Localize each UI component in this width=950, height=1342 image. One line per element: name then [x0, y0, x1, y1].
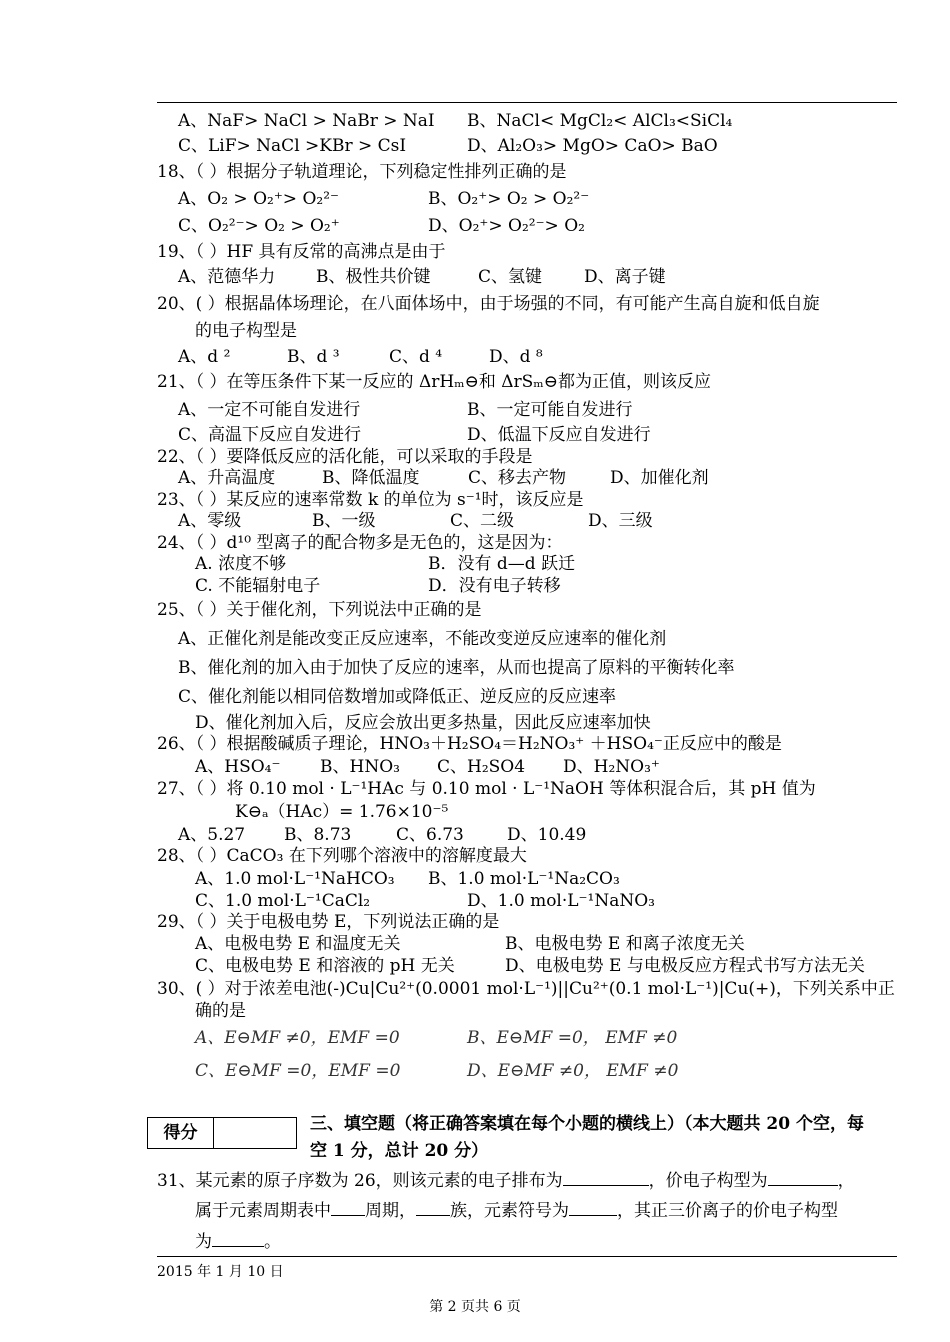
- q23-option-a: A、零级: [178, 511, 242, 531]
- q26-option-d: D、H₂NO₃⁺: [563, 757, 660, 777]
- q18-option-c: C、O₂²⁻> O₂ > O₂⁺: [178, 216, 340, 236]
- q21-option-a: A、一定不可能自发进行: [178, 400, 361, 420]
- q20-option-d: D、d ⁸: [489, 347, 543, 367]
- q17-option-b: B、NaCl< MgCl₂< AlCl₃<SiCl₄: [467, 111, 733, 131]
- q25-option-a: A、正催化剂是能改变正反应速率，不能改变逆反应速率的催化剂: [178, 629, 667, 649]
- q27-option-d: D、10.49: [507, 825, 587, 845]
- q31-text-2: ，价电子构型为: [648, 1171, 768, 1191]
- q20-option-b: B、d ³: [287, 347, 340, 367]
- footer-date: 2015 年 1 月 10 日: [157, 1264, 284, 1280]
- q19-option-b: B、极性共价键: [316, 267, 431, 287]
- q29-option-a: A、电极电势 E 和温度无关: [195, 934, 401, 954]
- q31-text-3: ，: [837, 1171, 855, 1191]
- q20-option-c: C、d ⁴: [389, 347, 443, 367]
- q31-text-8: 为: [195, 1232, 212, 1252]
- q21-stem: 21、（ ）在等压条件下某一反应的 ΔrHₘ⊖和 ΔrSₘ⊖都为正值，则该反应: [157, 372, 711, 392]
- q27-option-b: B、8.73: [284, 825, 352, 845]
- q24-option-d: D．没有电子转移: [428, 576, 561, 596]
- q17-option-a: A、NaF> NaCl > NaBr > NaI: [178, 111, 435, 131]
- section3-title: 三、填空题（将正确答案填在每个小题的横线上）（本大题共 20 个空，每: [310, 1114, 864, 1134]
- q30-stem: 30、( ）对于浓差电池(-)Cu|Cu²⁺(0.0001 mol·L⁻¹)||Cu²⁺(0.1 mol·L⁻¹)|Cu(+)，下列关系中正: [157, 979, 895, 999]
- q30-stem-cont: 确的是: [195, 1001, 246, 1021]
- q21-option-c: C、高温下反应自发进行: [178, 425, 362, 445]
- q31-line3: [195, 1230, 281, 1253]
- q18-option-a: A、O₂ > O₂⁺> O₂²⁻: [178, 189, 339, 209]
- q30-option-d: D、E⊖MF ≠0， EMF ≠0: [467, 1061, 679, 1081]
- q30-option-c: C、E⊖MF =0，EMF =0: [195, 1061, 401, 1081]
- q21-option-d: D、低温下反应自发进行: [467, 425, 651, 445]
- q31-text-1: 31、某元素的原子序数为 26，则该元素的电子排布为: [157, 1171, 563, 1191]
- q28-option-d: D、1.0 mol·L⁻¹NaNO₃: [467, 891, 655, 911]
- q18-option-d: D、O₂⁺> O₂²⁻> O₂: [428, 216, 585, 236]
- q19-option-c: C、氢键: [478, 267, 543, 287]
- q28-option-c: C、1.0 mol·L⁻¹CaCl₂: [195, 891, 371, 911]
- q31-blank-electron-config[interactable]: [563, 1169, 649, 1186]
- q23-option-d: D、三级: [588, 511, 653, 531]
- q25-option-b: B、催化剂的加入由于加快了反应的速率，从而也提高了原料的平衡转化率: [178, 658, 735, 678]
- score-box: [147, 1117, 297, 1149]
- q17-option-c: C、LiF> NaCl >KBr > CsI: [178, 136, 407, 156]
- q20-stem-cont: 的电子构型是: [195, 321, 297, 341]
- q28-option-a: A、1.0 mol·L⁻¹NaHCO₃: [195, 869, 395, 889]
- q25-stem: 25、（ ）关于催化剂，下列说法中正确的是: [157, 600, 482, 620]
- q24-option-b: B．没有 d—d 跃迁: [428, 554, 576, 574]
- q26-option-a: A、HSO₄⁻: [195, 757, 281, 777]
- q27-ka: K⊖ₐ（HAc）= 1.76×10⁻⁵: [235, 802, 449, 822]
- q22-option-d: D、加催化剂: [610, 468, 709, 488]
- q23-stem: 23、（ ）某反应的速率常数 k 的单位为 s⁻¹时，该反应是: [157, 490, 584, 510]
- q29-option-d: D、电极电势 E 与电极反应方程式书写方法无关: [505, 956, 865, 976]
- q31-text-4: 属于元素周期表中: [195, 1201, 331, 1221]
- q20-stem: 20、( ）根据晶体场理论，在八面体场中，由于场强的不同，有可能产生高自旋和低自旋: [157, 294, 820, 314]
- q19-stem: 19、（ ）HF 具有反常的高沸点是由于: [157, 242, 446, 262]
- q26-option-c: C、H₂SO4: [437, 757, 526, 777]
- q31-blank-ion-config[interactable]: [212, 1230, 264, 1247]
- q25-option-d: D、催化剂加入后，反应会放出更多热量，因此反应速率加快: [195, 713, 651, 733]
- q28-option-b: B、1.0 mol·L⁻¹Na₂CO₃: [428, 869, 620, 889]
- q22-stem: 22、（ ）要降低反应的活化能，可以采取的手段是: [157, 447, 533, 467]
- q26-option-b: B、HNO₃: [320, 757, 400, 777]
- footer-page-number: 第 2 页共 6 页: [429, 1299, 521, 1315]
- q30-option-b: B、E⊖MF =0， EMF ≠0: [467, 1028, 678, 1048]
- q24-option-a: A. 浓度不够: [195, 554, 287, 574]
- q31-blank-period[interactable]: [331, 1199, 365, 1216]
- header-rule: [157, 102, 897, 103]
- footer-rule: [157, 1256, 897, 1257]
- q31-text-7: ，其正三价离子的价电子构型: [617, 1201, 838, 1221]
- q31-text-6: 族，元素符号为: [450, 1201, 569, 1221]
- q31-line2: [195, 1199, 838, 1222]
- q17-option-d: D、Al₂O₃> MgO> CaO> BaO: [467, 136, 718, 156]
- q31-line1: [157, 1169, 855, 1192]
- q26-stem: 26、（ ）根据酸碱质子理论，HNO₃＋H₂SO₄＝H₂NO₃⁺ ＋HSO₄⁻正反应中的酸是: [157, 734, 782, 754]
- q23-option-b: B、一级: [312, 511, 376, 531]
- q31-text-9: 。: [264, 1232, 281, 1252]
- q22-option-a: A、升高温度: [178, 468, 276, 488]
- q29-stem: 29、（ ）关于电极电势 E，下列说法正确的是: [157, 912, 500, 932]
- q22-option-c: C、移去产物: [468, 468, 567, 488]
- q31-blank-valence-config[interactable]: [768, 1169, 838, 1186]
- q29-option-c: C、电极电势 E 和溶液的 pH 无关: [195, 956, 455, 976]
- q23-option-c: C、二级: [450, 511, 515, 531]
- q19-option-a: A、范德华力: [178, 267, 276, 287]
- q27-option-a: A、5.27: [178, 825, 246, 845]
- score-label: 得分: [148, 1118, 214, 1148]
- q30-option-a: A、E⊖MF ≠0，EMF =0: [195, 1028, 400, 1048]
- q24-option-c: C. 不能辐射电子: [195, 576, 321, 596]
- q29-option-b: B、电极电势 E 和离子浓度无关: [505, 934, 745, 954]
- q31-text-5: 周期，: [365, 1201, 416, 1221]
- q18-stem: 18、（ ）根据分子轨道理论，下列稳定性排列正确的是: [157, 162, 567, 182]
- q28-stem: 28、（ ）CaCO₃ 在下列哪个溶液中的溶解度最大: [157, 846, 527, 866]
- q20-option-a: A、d ²: [178, 347, 231, 367]
- q22-option-b: B、降低温度: [322, 468, 420, 488]
- q31-blank-group[interactable]: [416, 1199, 450, 1216]
- q27-option-c: C、6.73: [396, 825, 464, 845]
- q25-option-c: C、催化剂能以相同倍数增加或降低正、逆反应的反应速率: [178, 687, 617, 707]
- q18-option-b: B、O₂⁺> O₂ > O₂²⁻: [428, 189, 590, 209]
- q24-stem: 24、（ ）d¹⁰ 型离子的配合物多是无色的，这是因为：: [157, 533, 563, 553]
- q21-option-b: B、一定可能自发进行: [467, 400, 633, 420]
- q31-blank-symbol[interactable]: [569, 1199, 617, 1216]
- section3-title-cont: 空 1 分，总计 20 分）: [310, 1141, 489, 1161]
- q27-stem: 27、（ ）将 0.10 mol · L⁻¹HAc 与 0.10 mol · L⁻¹NaOH 等体积混合后，其 pH 值为: [157, 779, 816, 799]
- q19-option-d: D、离子键: [584, 267, 666, 287]
